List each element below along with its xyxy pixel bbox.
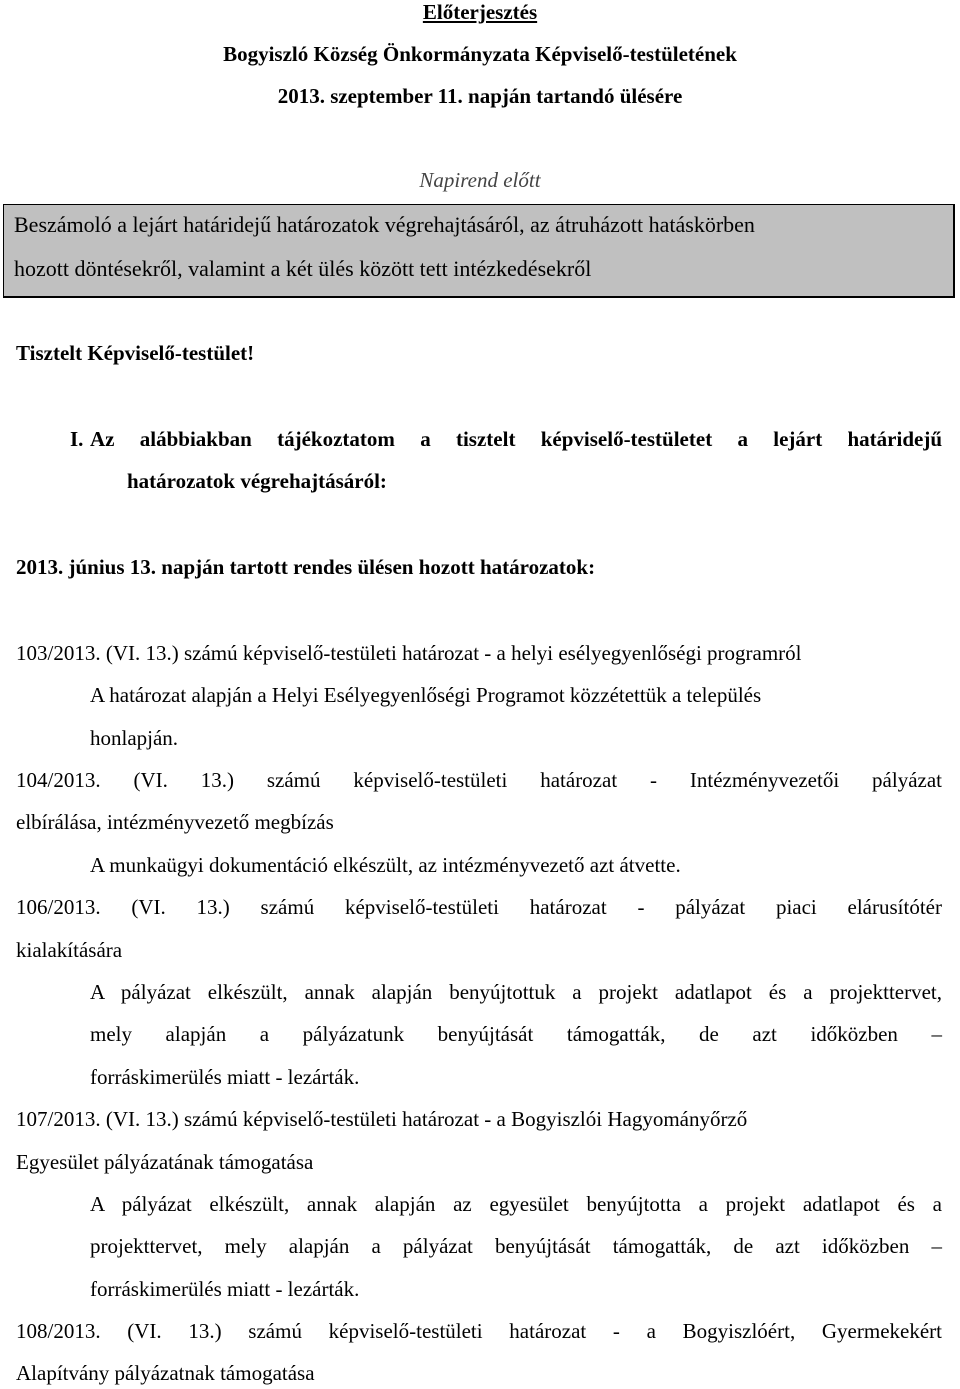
resolution-104-title-line-1: 104/2013. (VI. 13.) számú képviselő-testületi határozat - Intézményvezetői pályázat [16, 768, 942, 792]
document-title: Előterjesztés [422, 0, 538, 24]
resolution-106-body-line-2: mely alapján a pályázatunk benyújtását támogatták, de azt időközben – [90, 1022, 942, 1046]
resolution-107-title-line-2: Egyesület pályázatának támogatása [16, 1150, 314, 1174]
section-heading-line-1: Az alábbiakban tájékoztatom a tisztelt képviselő-testületet a lejárt határidejű [90, 427, 942, 451]
resolution-106-body-line-3: forráskimerülés miatt - lezárták. [90, 1065, 360, 1089]
resolution-107-body-line-3: forráskimerülés miatt - lezárták. [90, 1277, 360, 1301]
meeting-date-line: 2013. szeptember 11. napján tartandó ülésére [277, 84, 683, 108]
section-heading-line-2: határozatok végrehajtásáról: [127, 469, 387, 493]
agenda-label: Napirend előtt [419, 168, 541, 192]
resolution-106-title-line-2: kialakítására [16, 938, 123, 962]
resolution-103-body-line-1: A határozat alapján a Helyi Esélyegyenlőségi Programot közzétettük a település [90, 683, 762, 707]
resolution-103-title: 103/2013. (VI. 13.) számú képviselő-testületi határozat - a helyi esélyegyenlőségi programról [16, 641, 802, 665]
resolution-104-body-line-1: A munkaügyi dokumentáció elkészült, az intézményvezető azt átvette. [90, 853, 681, 877]
resolution-106-body-line-1: A pályázat elkészült, annak alapján benyújtottuk a projekt adatlapot és a projekttervet, [90, 980, 942, 1004]
resolution-107-body-line-1: A pályázat elkészült, annak alapján az egyesület benyújtotta a projekt adatlapot és a [90, 1192, 942, 1216]
resolution-107-body-line-2: projekttervet, mely alapján a pályázat benyújtását támogatták, de azt időközben – [90, 1234, 942, 1258]
session-heading: 2013. június 13. napján tartott rendes ülésen hozott határozatok: [16, 555, 596, 579]
council-line: Bogyiszló Község Önkormányzata Képviselő-testületének [223, 42, 737, 66]
subject-line-2: hozott döntésekről, valamint a két ülés között tett intézkedésekről [14, 256, 592, 281]
subject-line-1: Beszámoló a lejárt határidejű határozatok végrehajtásáról, az átruházott hatáskörben [14, 212, 755, 237]
resolution-106-title-line-1: 106/2013. (VI. 13.) számú képviselő-testületi határozat - pályázat piaci elárusítótér [16, 895, 942, 919]
resolution-108-title-line-1: 108/2013. (VI. 13.) számú képviselő-testületi határozat - a Bogyiszlóért, Gyermekekért [16, 1319, 942, 1343]
section-number: I. [70, 427, 84, 451]
resolution-107-title-line-1: 107/2013. (VI. 13.) számú képviselő-testületi határozat - a Bogyiszlói Hagyományőrző [16, 1107, 748, 1131]
resolution-103-body-line-2: honlapján. [90, 726, 179, 750]
resolution-104-title-line-2: elbírálása, intézményvezető megbízás [16, 810, 334, 834]
resolution-108-title-line-2: Alapítvány pályázatnak támogatása [16, 1361, 315, 1385]
salutation: Tisztelt Képviselő-testület! [16, 341, 255, 365]
